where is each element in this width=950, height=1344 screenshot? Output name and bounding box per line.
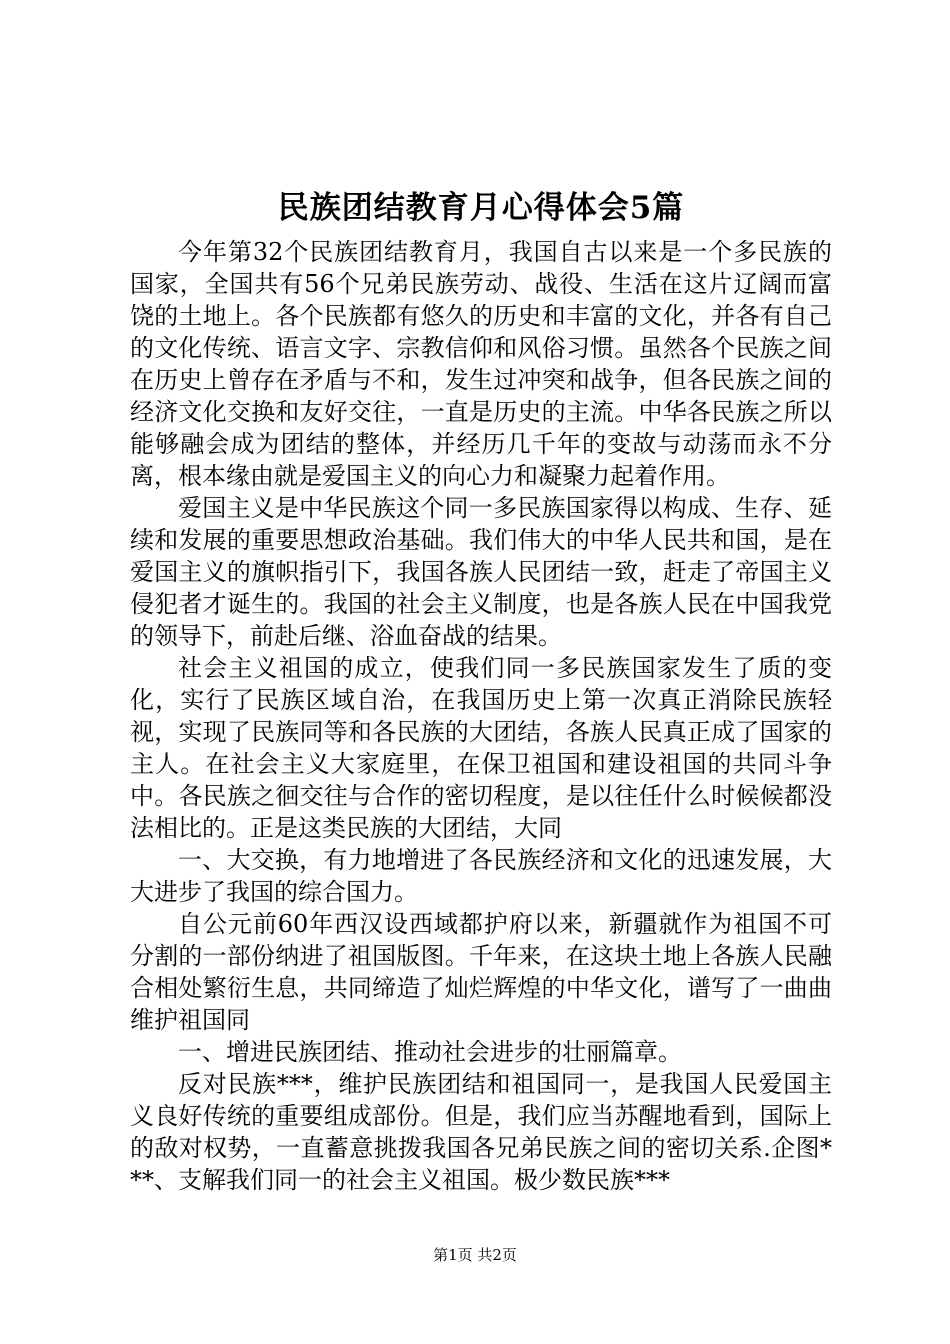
- paragraph: 社会主义祖国的成立，使我们同一多民族国家发生了质的变化，实行了民族区域自治，在我国历史上第一次真正消除民族轻视，实现了民族同等和各民族的大团结，各族人民真正成了国家的主人。在社会主义大家庭里，在保卫祖国和建设祖国的共同斗争中。各民族之徊交往与合作的密切程度，是以往任什么时候候都没法相比的。正是这类民族的大团结，大同: [130, 654, 832, 842]
- paragraph: 自公元前60年西汉设西域都护府以来，新疆就作为祖国不可分割的一部份纳进了祖国版图。千年来，在这块土地上各族人民融合相处繁衍生息，共同缔造了灿烂辉煌的中华文化，谱写了一曲曲维护祖国同: [130, 910, 832, 1034]
- paragraph: 爱国主义是中华民族这个同一多民族国家得以构成、生存、延续和发展的重要思想政治基础。我们伟大的中华人民共和国，是在爱国主义的旗帜指引下，我国各族人民团结一致，赶走了帝国主义侵犯者才诞生的。我国的社会主义制度，也是各族人民在中国我党的领导下，前赴后继、浴血奋战的结果。: [130, 494, 832, 650]
- paragraph: 反对民族***，维护民族团结和祖国同一，是我国人民爱国主义良好传统的重要组成部份。但是，我们应当苏醒地看到，国际上的敌对权势，一直蓄意挑拨我国各兄弟民族之间的密切关系.企图***、支解我们同一的社会主义祖国。极少数民族***: [130, 1070, 832, 1194]
- paragraph: 一、增进民族团结、推动社会进步的壮丽篇章。: [178, 1038, 682, 1066]
- paragraph: 一、大交换，有力地增进了各民族经济和文化的迅速发展，大大进步了我国的综合国力。: [130, 846, 832, 906]
- document-body: [130, 236, 832, 1196]
- page-footer: 第1页 共2页: [433, 1246, 517, 1264]
- paragraph: 今年第32个民族团结教育月，我国自古以来是一个多民族的国家，全国共有56个兄弟民族劳动、战役、生活在这片辽阔而富饶的土地上。各个民族都有悠久的历史和丰富的文化，并各有自己的文化传统、语言文字、宗教信仰和风俗习惯。虽然各个民族之间在历史上曾存在矛盾与不和，发生过冲突和战争，但各民族之间的经济文化交换和友好交往，一直是历史的主流。中华各民族之所以能够融会成为团结的整体，并经历几千年的变故与动荡而永不分离，根本缘由就是爱国主义的向心力和凝聚力起着作用。: [130, 238, 832, 490]
- document-title: 民族团结教育月心得体会5篇: [277, 190, 685, 226]
